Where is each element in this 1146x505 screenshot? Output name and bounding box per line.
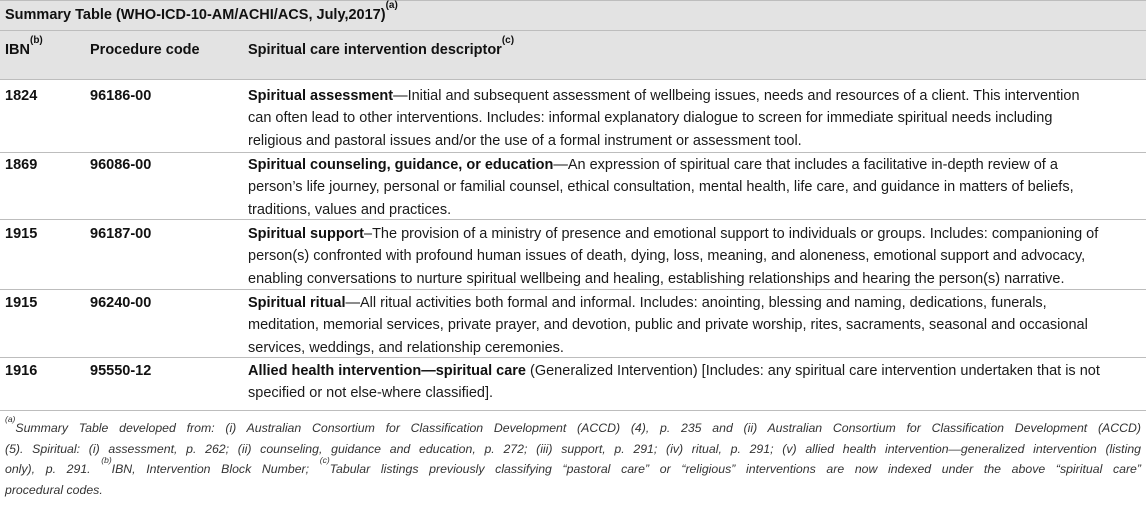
row4-ibn: 1915 [5,295,38,311]
footnote-line3 [5,455,1141,480]
footnote-c-text: Tabular listings previously classifying “pastoral care” or “religious” interventions are now indexed under the above “spiritual care” [329,462,1141,476]
row2-term: Spiritual counseling, guidance, or education [248,157,554,173]
row5-descriptor [248,360,1144,405]
footnote-line2: (5). Spiritual: (i) assessment, p. 262; (ii) counseling, guidance and education, p. 272; (iii) support, p. 291; (iv) ritual, p. 291; (v) allied health intervention—generalized intervention (listing [5,441,1141,456]
row1-line2: can often lead to other interventions. Includes: informal explanatory dialogue to screen for immediate spiritual needs including [248,110,1053,127]
row1-line3: religious and pastoral issues and/or the use of a formal instrument or assessment tool. [248,132,802,149]
column-header-ibn-text: IBN [5,42,30,58]
row1-ibn: 1824 [5,88,38,104]
column-header-descriptor [248,35,515,58]
row2-line1-text: —An expression of spiritual care that includes a facilitative in-depth review of a [553,157,1058,173]
row4-line1 [248,292,1144,314]
row2-procedure-code: 96086-00 [90,157,152,173]
row5-term: Allied health intervention—spiritual care [248,363,526,379]
row2-line3: traditions, values and practices. [248,201,452,218]
row3-descriptor [248,223,1144,290]
column-header-ibn [5,35,43,58]
row1-line1 [248,85,1144,107]
footnote-line3-start: only), p. 291. [5,462,91,476]
row3-ibn: 1915 [5,226,38,242]
row4-descriptor [248,292,1144,359]
row1-rule [0,152,1146,153]
row1-descriptor [248,85,1144,152]
footnote-line1 [5,414,1141,439]
row5-line1 [248,360,1144,382]
footnote-line4: procedural codes. [5,482,103,497]
row3-line1-text: –The provision of a ministry of presence and emotional support to individuals or groups. Includes: companioning of [364,226,1099,242]
row3-line1 [248,223,1144,245]
footnote-a-text: Summary Table developed from: (i) Australian Consortium for Classification Development (ACCD) (4), p. 235 and (ii) Australian Consortium for Classification Development (ACCD) [15,421,1141,435]
header-rule [0,79,1146,80]
row2-ibn: 1869 [5,157,38,173]
table-title-text: Summary Table (WHO-ICD-10-AM/ACHI/ACS, July,2017) [5,7,386,23]
row2-line1 [248,154,1144,176]
table-footnotes [5,414,1141,500]
ibn-footnote-marker: (b) [29,35,43,46]
row4-line1-text: —All ritual activities both formal and informal. Includes: anointing, blessing and naming, dedications, funerals, [345,295,1047,311]
footnote-a-marker: (a) [5,414,16,424]
footnote-c-marker: (c) [319,455,330,465]
row1-line1-text: —Initial and subsequent assessment of wellbeing issues, needs and resources of a client. This intervention [393,88,1080,104]
table-title [5,0,398,23]
row2-line2: person’s life journey, personal or familial counsel, ethical consultation, mental health, life care, and guidance in matters of beliefs, [248,179,1074,196]
footnote-b-text: IBN, Intervention Block Number; [111,462,310,476]
row1-term: Spiritual assessment [248,88,394,104]
column-header-procedure-code: Procedure code [90,42,200,58]
row3-term: Spiritual support [248,226,364,242]
row3-rule [0,289,1146,290]
column-header-descriptor-text: Spiritual care intervention descriptor [248,42,502,58]
row4-line2: meditation, memorial services, private prayer, and devotion, public and private worship, rites, sacraments, seasonal and occasional [248,317,1088,334]
footnote-b-marker: (b) [101,455,112,465]
row5-line2: specified or not else-where classified]. [248,385,494,402]
row4-term: Spiritual ritual [248,295,346,311]
row4-rule [0,357,1146,358]
title-footnote-marker: (a) [385,0,398,11]
row5-ibn: 1916 [5,363,38,379]
descriptor-footnote-marker: (c) [501,35,515,46]
table-bottom-rule [0,410,1146,411]
row3-procedure-code: 96187-00 [90,226,152,242]
row5-line1-text: (Generalized Intervention) [Includes: any spiritual care intervention undertaken that is not [525,363,1100,379]
row4-procedure-code: 96240-00 [90,295,152,311]
row1-procedure-code: 96186-00 [90,88,152,104]
title-rule [0,30,1146,31]
row4-line3: services, weddings, and relationship ceremonies. [248,339,564,356]
row5-procedure-code: 95550-12 [90,363,152,379]
row3-line2: person(s) confronted with profound human issues of death, dying, loss, meaning, and aloneness, emotional support and advocacy, [248,248,1086,265]
row2-descriptor [248,154,1144,221]
row2-rule [0,219,1146,220]
row3-line3: enabling conversations to nurture spiritual wellbeing and healing, establishing relationships and hearing the person(s) narrative. [248,270,1065,287]
